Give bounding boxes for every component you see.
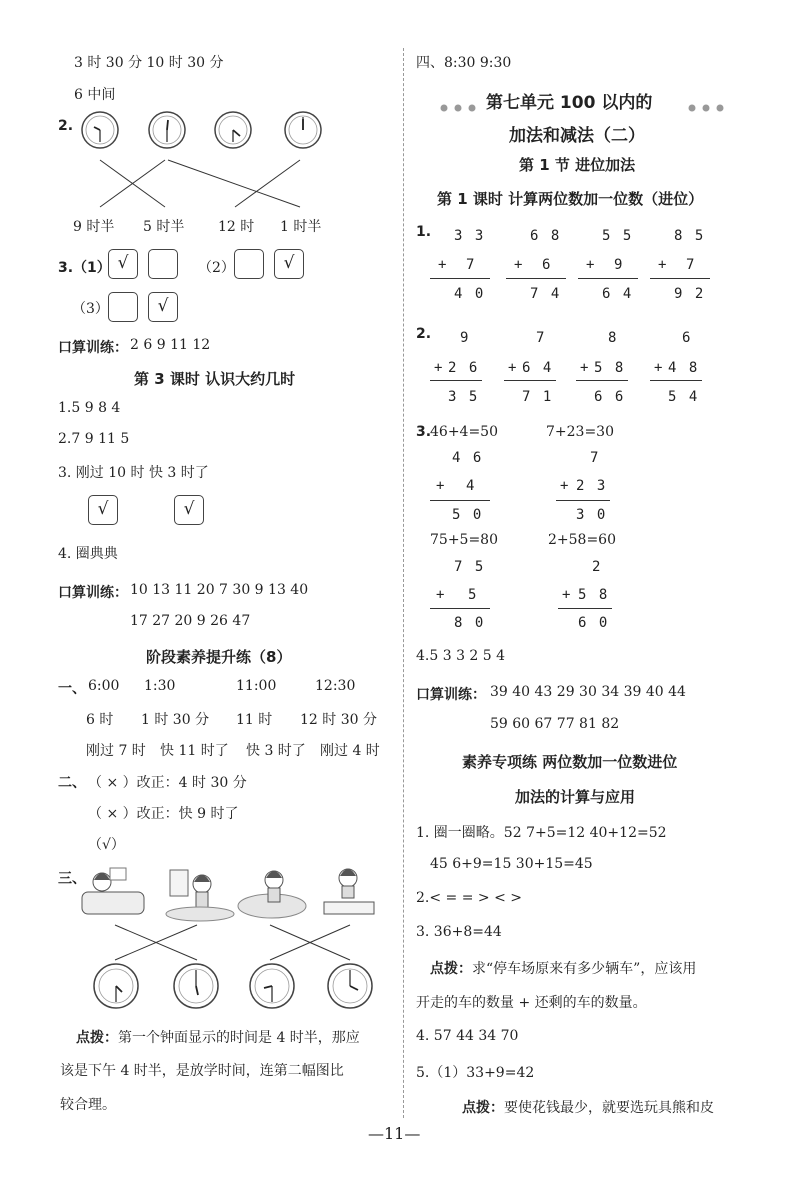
sum: 6 0 [578,615,610,631]
section-title: 第 1 节 进位加法 [519,156,636,174]
special-title: 素养专项练 两位数加一位数进位 [462,753,678,771]
tip-label: 点拨： [462,1100,504,1116]
sub-label: （2） [198,260,235,276]
time-value: 1:30 [144,678,176,694]
addend: 6 8 [530,228,562,244]
time-value: 快 3 时了 [246,743,306,759]
sum-rule [578,278,638,279]
tip-text: 开走的车的数量 + 还剩的车的数量。 [416,995,647,1011]
tip-label: 点拨： [430,961,472,977]
addend: 7 [686,257,697,273]
operator: + [434,360,445,376]
question-number: 2. [416,326,432,342]
check-box: √ [274,249,304,279]
check-box: √ [148,292,178,322]
answer-line: 4.5 3 3 2 5 4 [416,648,506,664]
time-label: 5 时半 [143,219,185,235]
operator: + [436,478,447,494]
question-number: 2. [58,118,74,134]
kousuan-label: 口算训练： [58,585,128,601]
tip-label: 点拨： [76,1030,118,1046]
answer-line: 四、8:30 9:30 [416,55,512,71]
kousuan-answers: 2 6 9 11 12 [130,337,211,353]
kousuan-answers: 39 40 43 29 30 34 39 40 44 [490,684,686,700]
sum-rule [650,278,710,279]
sum-rule [430,608,490,609]
special-title: 加法的计算与应用 [515,788,636,806]
clock-icon [172,962,220,1010]
time-value: 刚过 7 时 [86,743,146,759]
sum-rule [576,380,628,381]
answer-line: 4. 57 44 34 70 [416,1028,519,1044]
sum: 5 0 [452,507,484,523]
time-value: 12 时 30 分 [300,712,377,728]
question-number: 3.（1） [58,260,111,276]
question-number: 3. [416,424,432,440]
equation: 75+5=80 [430,532,498,548]
unit-title: 第七单元 100 以内的 [486,93,653,113]
sum-rule [430,500,490,501]
tip-text: 求“停车场原来有多少辆车”，应该用 [472,961,697,977]
correction-line: （ × ）改正：4 时 30 分 [88,775,247,791]
time-value: 快 11 时了 [160,743,229,759]
sum: 3 5 [448,389,480,405]
column-divider [403,48,404,1118]
answer-line: 1.5 9 8 4 [58,400,121,416]
answer-line: 3 时 30 分 10 时 30 分 [74,55,224,71]
unit-title: 加法和减法（二） [509,126,645,146]
operator: + [580,360,591,376]
page-number: —11— [368,1124,421,1143]
kousuan-answers: 10 13 11 20 7 30 9 13 40 [130,582,309,598]
time-label: 9 时半 [73,219,115,235]
operator: + [658,257,669,273]
sum-rule [430,278,490,279]
addend: 9 [614,257,625,273]
addend: 2 3 [576,478,608,494]
addend: 5 8 [594,360,626,376]
answer-line: 6 中间 [74,87,116,103]
time-value: 11:00 [236,678,277,694]
sum: 8 0 [454,615,486,631]
question-number: 1. [416,224,432,240]
answer-line: 3. 刚过 10 时 快 3 时了 [58,465,209,481]
addend: 4 6 [452,450,484,466]
addend: 4 [466,478,477,494]
check-box: √ [108,249,138,279]
operator: + [438,257,449,273]
addend: 6 4 [522,360,554,376]
answer-line: 1. 圈一圈略。52 7+5=12 40+12=52 [416,825,667,841]
sum-rule [558,608,612,609]
time-value: 11 时 [236,712,273,728]
addend: 6 [542,257,553,273]
lesson-title: 第 3 课时 认识大约几时 [134,370,296,388]
equation: 46+4=50 [430,424,498,440]
sum-rule [506,278,566,279]
tip-text: 第一个钟面显示的时间是 4 时半，那应 [118,1030,360,1046]
operator: + [586,257,597,273]
correction-line: （ × ）改正：快 9 时了 [88,806,239,822]
sum: 6 4 [602,286,634,302]
sum-rule [504,380,556,381]
sum-rule [650,380,702,381]
tip-line [76,1027,360,1047]
addend: 3 3 [454,228,486,244]
time-value: 刚过 4 时 [320,743,380,759]
addend: 7 [590,450,601,466]
answer-line: 2.< = = > < > [416,890,522,906]
addend: 7 [536,330,547,346]
sum: 6 6 [594,389,626,405]
section-label: 二、 [58,775,86,791]
time-value: 6 时 [86,712,114,728]
sum: 7 4 [530,286,562,302]
tip-line [462,1097,714,1117]
kousuan-answers: 59 60 67 77 81 82 [490,716,620,732]
tip-text: 较合理。 [60,1097,116,1113]
tip-line [430,958,696,978]
operator: + [514,257,525,273]
tip-text: 该是下午 4 时半，是放学时间，连第二幅图比 [60,1063,344,1079]
addend: 7 5 [454,559,486,575]
operator: + [436,587,447,603]
addend: 5 8 [578,587,610,603]
sum: 3 0 [576,507,608,523]
sum: 9 2 [674,286,706,302]
matching-lines [0,0,400,980]
addend: 6 [682,330,693,346]
answer-line: 2.7 9 11 5 [58,431,130,447]
addend: 2 6 [448,360,480,376]
answer-line: 4. 圈典典 [58,546,118,562]
equation: 2+58=60 [548,532,616,548]
addend: 8 [608,330,619,346]
sum-rule [556,500,610,501]
addend: 2 [592,559,603,575]
sum: 4 0 [454,286,486,302]
check-box: √ [88,495,118,525]
answer-line: 3. 36+8=44 [416,924,502,940]
stage-title: 阶段素养提升练（8） [146,648,292,666]
sub-label: （3） [72,301,109,317]
answer-line: 5.（1）33+9=42 [416,1065,535,1081]
kousuan-label: 口算训练： [58,340,128,356]
kousuan-label: 口算训练： [416,687,486,703]
time-value: 6:00 [88,678,120,694]
addend: 7 [466,257,477,273]
sum-rule [430,380,482,381]
addend: 8 5 [674,228,706,244]
sum: 5 4 [668,389,700,405]
sum: 7 1 [522,389,554,405]
addend: 5 5 [602,228,634,244]
section-label: 三、 [58,871,86,887]
addend: 5 [468,587,479,603]
operator: + [560,478,571,494]
clock-icon [92,962,140,1010]
answer-line: 45 6+9=15 30+15=45 [430,856,593,872]
clock-icon [248,962,296,1010]
tip-text: 要使花钱最少，就要选玩具熊和皮 [504,1100,714,1116]
equation: 7+23=30 [546,424,614,440]
check-box: √ [174,495,204,525]
addend: 4 8 [668,360,700,376]
clock-icon [326,962,374,1010]
operator: + [562,587,573,603]
correction-line: （√） [88,837,125,853]
operator: + [654,360,665,376]
time-value: 12:30 [315,678,356,694]
addend: 9 [460,330,471,346]
operator: + [508,360,519,376]
time-value: 1 时 30 分 [141,712,210,728]
kousuan-answers: 17 27 20 9 26 47 [130,613,251,629]
time-label: 12 时 [218,219,255,235]
lesson-title: 第 1 课时 计算两位数加一位数（进位） [437,190,704,208]
section-label: 一、 [58,681,86,697]
time-label: 1 时半 [280,219,322,235]
